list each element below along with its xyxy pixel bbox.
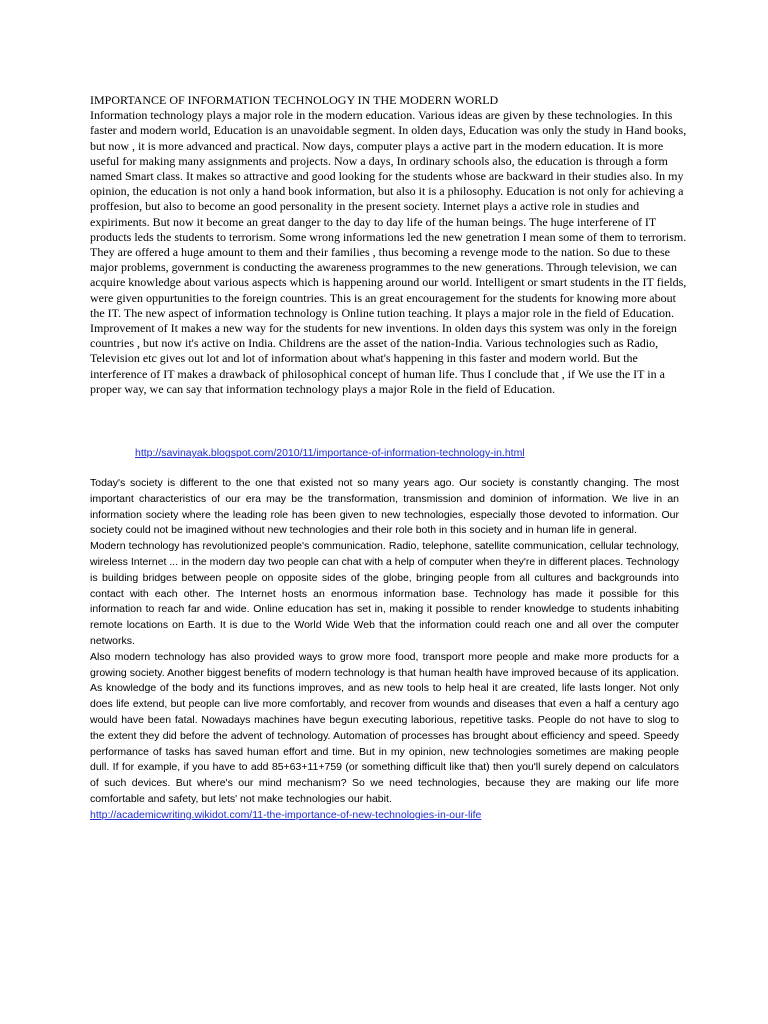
source-link-savinayak[interactable]: http://savinayak.blogspot.com/2010/11/importance-of-information-technology-in.html bbox=[135, 447, 525, 459]
article-title: IMPORTANCE OF INFORMATION TECHNOLOGY IN THE MODERN WORLD bbox=[90, 93, 499, 107]
article-one-body: Information technology plays a major role in the modern education. Various ideas are given by these technologies. In this faster and modern world, Education is an unavoidable segment. In olden days, Education was only the study in Hand books, but now , it is more advanced and practical. Now days, computer plays a active part in the modern education. It is more useful for making many assignments and projects. Now a days, In ordinary schools also, the education is through a form named Smart class. It makes so attractive and good looking for the students whose are backward in their studies also. In my opinion, the education is not only a hand book information, but also it is a philosophy. Education is not only for achieving a proffesion, but also to become an good personality in the present society. Internet plays a active role in studies and expiriments. But now it become an great danger to the day to day life of the human beings. The huge interferene of IT products leds the students to terrorism. Some wrong informations led the new genetration I mean some of them to terrorism. They are offered a huge amount to them and their families , thus becoming a revenge mode to the nation. So due to these major problems, government is conducting the awareness programmes to the new generations. Through television, we can acquire knowledge about various aspects which is happening around our world. Intelligent or smart students in the IT fields, were given oppurtunities to the foreign countries. This is an great encouragement for the students for knowing more about the IT. The new aspect of information technology is Online tution teaching. It plays a major role in the field of Education. Improvement of It makes a new way for the students for new inventions. In olden days this system was only in the foreign countries , but now it's active on India. Childrens are the asset of the nation-India. Various technologies such as Radio, Television etc gives out lot and lot of information about what's happening in this faster and modern world. But the interference of IT makes a drawback of philosophical concept of human life. Thus I conclude that , if We use the IT in a proper way, we can say that information technology plays a major Role in the field of Education. bbox=[90, 108, 687, 396]
article-two-paragraph-2: Modern technology has revolutionized people's communication. Radio, telephone, satellite communication, cellular technology, wireless Internet ... in the modern day two people can chat with a help of computer when they're in different places. Technology is building bridges between people on opposite sides of the globe, bringing people from all cultures and backgrounds into contact with each other. The Internet hosts an enormous information base. Technology has made it possible for this information to reach far and wide. Online education has set in, making it possible to render knowledge to students inhabiting remote locations on Earth. It is due to the World Wide Web that the information could reach one and all over the computer networks. bbox=[90, 540, 679, 647]
article-one bbox=[90, 93, 690, 397]
article-two-paragraph-1: Today's society is different to the one that existed not so many years ago. Our society is constantly changing. The most important characteristics of our era may be the transformation, transmission and dominion of information. We live in an information society where the leading role has been given to new technologies, especially those devoted to information. Our society could not be imagined without new technologies and their role both in this society and in human life in general. bbox=[90, 477, 679, 537]
article-two bbox=[90, 476, 679, 824]
article-two-paragraph-3: Also modern technology has also provided ways to grow more food, transport more people and make more products for a growing society. Another biggest benefits of modern technology is that human health have improved because of its application. As knowledge of the body and its functions improves, and as new tools to help heal it are created, life lasts longer. Not only does life extend, but people can live more comfortably, and recover from wounds and diseases that even a half a century ago would have been fatal. Nowadays machines have begun executing laborious, repetitive tasks. People do not have to slog to the extent they did before the advent of technology. Automation of processes has brought about efficiency and speed. Speedy performance of tasks has saved human effort and time. But in my opinion, new technologies sometimes are making people dull. If for example, if you have to add 85+63+11+759 (or something difficult like that) then you'll surely depend on calculators of such devices. But where's our mind mechanism? So we need technologies, because they are making our life more comfortable and safety, but lets' not make technologies our habit. bbox=[90, 650, 679, 805]
source-link-academicwriting[interactable]: http://academicwriting.wikidot.com/11-the-importance-of-new-technologies-in-our-life bbox=[90, 808, 482, 821]
